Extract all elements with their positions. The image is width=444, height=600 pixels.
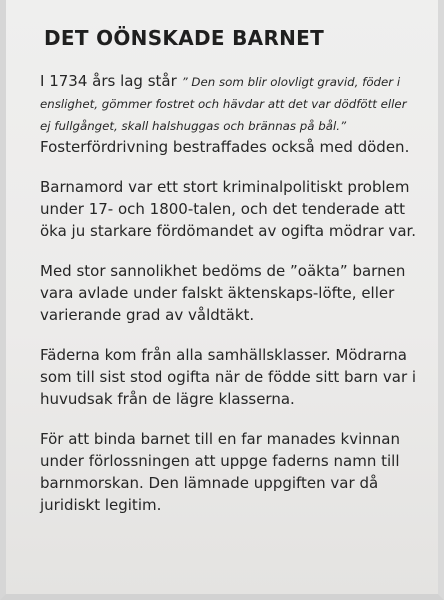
paragraph-classes: Fäderna kom från alla samhällsklasser. Mödrarna som till sist stod ogifta när de födde sitt barn var i huvudsak från de lägre klasserna.	[40, 346, 417, 408]
paragraph-abortion: Fosterfördrivning bestraffades också med döden.	[40, 138, 410, 156]
spacer	[40, 326, 420, 344]
spacer	[40, 242, 420, 260]
spacer	[40, 158, 420, 176]
panel-body	[40, 70, 420, 516]
paragraph-father-name: För att binda barnet till en far manades kvinnan under förlossningen att uppge faderns namn till barnmorskan. Den lämnade uppgiften var då juridiskt legitim.	[40, 430, 400, 514]
spacer	[40, 410, 420, 428]
paragraph-infanticide: Barnamord var ett stort kriminalpolitiskt problem under 17- och 1800-talen, och det tenderade att öka ju starkare fördömandet av ogifta mödrar var.	[40, 178, 417, 240]
law-intro: I 1734 års lag står	[40, 72, 182, 90]
law-quote: ” Den som blir olovligt gravid, föder i enslighet, gömmer fostret och hävdar att det var dödfött eller ej fullgånget, skall halshuggas och brännas på bål.”	[40, 75, 407, 133]
paragraph-law-quote	[40, 70, 420, 136]
paragraph-illegitimate: Med stor sannolikhet bedöms de ”oäkta” barnen vara avlade under falskt äktenskaps-löfte, eller varierande grad av våldtäkt.	[40, 262, 406, 324]
page-title: DET OÖNSKADE BARNET	[44, 26, 325, 50]
